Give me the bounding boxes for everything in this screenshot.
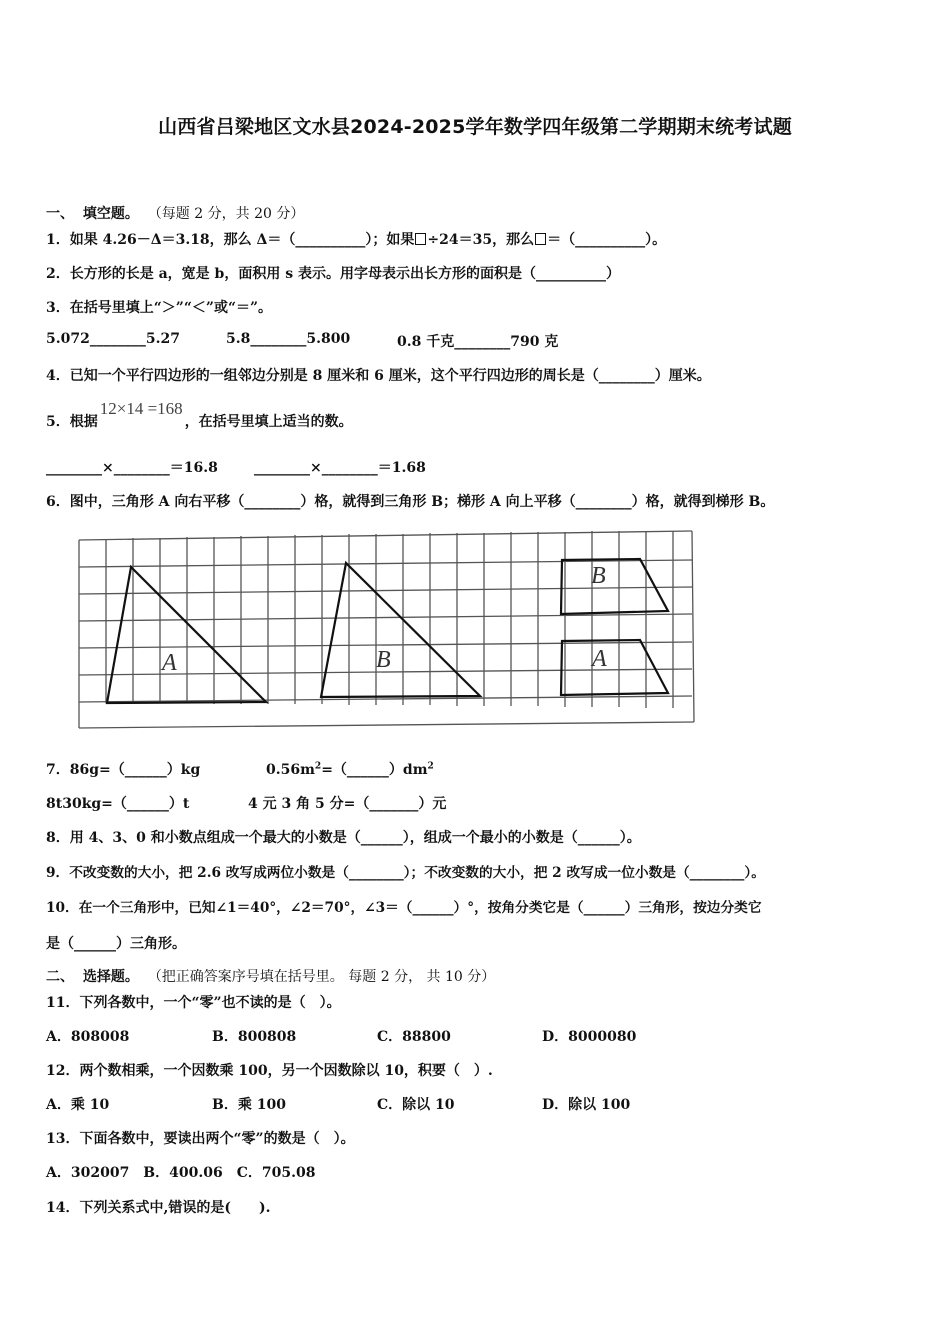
section-2-name: 选择题。 [82,969,139,985]
question-5 [46,399,353,431]
question-3-item-1: 5.072________5.27 [46,331,180,347]
question-1-text-b: ÷24＝35，那么 [427,232,535,248]
question-5-item-1: ________×________＝16.8 [46,460,218,476]
section-1-number: 一、 [46,206,74,222]
question-8: 8．用 4、3、0 和小数点组成一个最大的小数是（______），组成一个最小的小数是（______）。 [46,830,641,846]
question-4: 4．已知一个平行四边形的一组邻边分别是 8 厘米和 6 厘米，这个平行四边形的周长是（________）厘米。 [46,368,711,384]
section-1-note: （每题 2 分，共 20 分） [147,206,305,222]
question-7-d: 4 元 3 角 5 分=（_______）元 [248,796,447,812]
question-5-prefix: 5．根据 [46,414,98,430]
section-2-header [46,966,495,986]
question-7-b-pre: 0.56m [266,762,315,778]
trapezoid-b [561,559,668,614]
question-13-options: A．302007 B．400.06 C．705.08 [46,1165,316,1181]
question-7-b-sup2: 2 [427,761,434,772]
question-1-text: 1．如果 4.26－Δ＝3.18，那么 Δ＝（__________）；如果 [46,232,415,248]
question-3-item-2: 5.8________5.800 [226,331,351,347]
label-triangle-a: A [162,650,177,676]
question-3-item-3: 0.8 千克________790 克 [397,334,559,350]
grid-figure [76,530,698,732]
section-1-name: 填空题。 [82,206,139,222]
label-triangle-b: B [376,647,391,673]
triangle-b [321,563,480,697]
question-2: 2．长方形的长是 a，宽是 b，面积用 s 表示。用字母表示出长方形的面积是（__________） [46,266,620,282]
question-7-b [266,759,434,779]
question-12-option-c: C．除以 10 [377,1097,455,1113]
question-5-suffix: ，在括号里填上适当的数。 [184,414,353,430]
page-title: 山西省吕梁地区文水县2024-2025学年数学四年级第二学期期末统考试题 [158,116,792,138]
box-symbol [415,233,426,245]
section-2-note: （把正确答案序号填在括号里。 每题 2 分， 共 10 分） [147,969,496,985]
question-7-b-sup: 2 [314,761,322,772]
translation-figure [76,530,698,736]
section-1-header [46,203,304,223]
question-11: 11．下列各数中，一个“零”也不读的是（ ）。 [46,995,341,1011]
question-5-formula: 12×14 =168 [99,399,183,418]
question-10-line-1: 10．在一个三角形中，已知∠1＝40°，∠2＝70°，∠3＝（______）°，按角分类它是（______）三角形，按边分类它 [46,900,762,916]
question-12-option-a: A．乘 10 [46,1097,110,1113]
question-1 [46,229,666,249]
question-11-option-c: C．88800 [377,1029,451,1045]
trapezoid-a [561,640,668,695]
question-11-option-a: A．808008 [46,1029,130,1045]
question-13: 13．下面各数中，要读出两个“零”的数是（ ）。 [46,1131,355,1147]
question-10-line-2: 是（______）三角形。 [46,936,186,952]
question-12-option-b: B．乘 100 [212,1097,286,1113]
question-11-option-b: B．800808 [212,1029,297,1045]
question-12: 12．两个数相乘，一个因数乘 100，另一个因数除以 10，积要（ ）. [46,1063,493,1079]
question-1-text-c: ＝（__________）。 [547,232,667,248]
label-trapezoid-b: B [591,563,606,589]
question-6: 6．图中，三角形 A 向右平移（________）格，就得到三角形 B；梯形 A 向上平移（________）格，就得到梯形 B。 [46,494,775,510]
box-symbol [535,233,546,245]
question-7-c: 8t30kg=（______）t [46,796,190,812]
label-trapezoid-a: A [592,646,607,672]
section-2-number: 二、 [46,969,74,985]
question-7-b-mid: =（______）dm [321,762,428,778]
question-14: 14．下列关系式中,错误的是( ). [46,1200,271,1216]
figure-shapes [107,559,668,703]
question-11-option-d: D．8000080 [542,1029,637,1045]
question-5-item-2: ________×________＝1.68 [254,460,426,476]
question-12-option-d: D．除以 100 [542,1097,631,1113]
question-9: 9．不改变数的大小，把 2.6 改写成两位小数是（________）；不改变数的大小，把 2 改写成一位小数是（________）。 [46,865,765,881]
question-3: 3．在括号里填上“＞”“＜”或“＝”。 [46,300,273,316]
question-7-a: 7．86g=（______）kg [46,762,201,778]
